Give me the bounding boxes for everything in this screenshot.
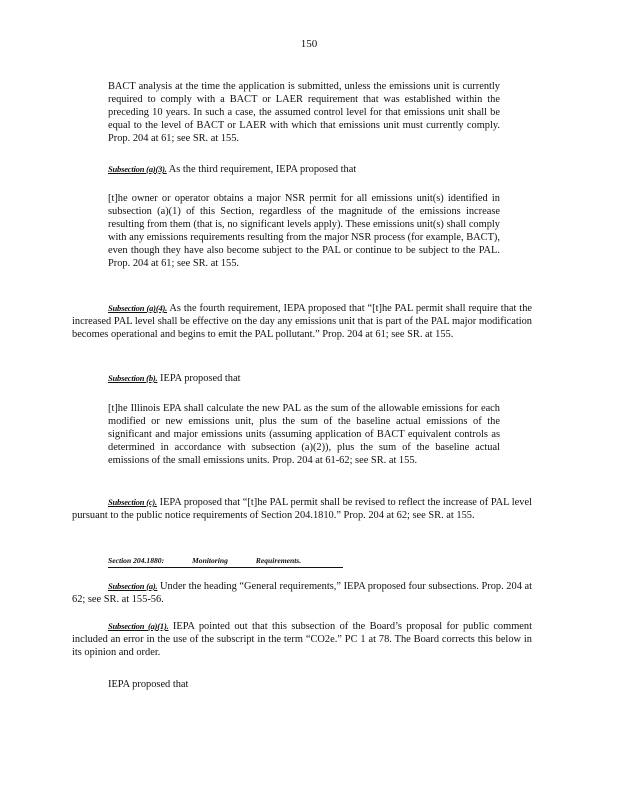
subsection-label: Subsection (a). (108, 581, 158, 591)
block-quote: [t]he Illinois EPA shall calculate the new PAL as the sum of the allowable emissions for each modified or new emissions unit, plus the sum of the baseline actual emissions of the significant and major emissions units (assuming application of BACT equivalent controls as determined in accordance with subsection (a)(2)), plus the sum of the baseline actual emissions of the small emissions units. Prop. 204 at 61-62; see SR. at 155. (108, 403, 500, 466)
section-heading (108, 554, 343, 568)
subsection-label: Subsection (a)(3). (108, 164, 167, 174)
subsection-label: Subsection (b). (108, 373, 158, 383)
section-number: Section 204.1880: (108, 556, 165, 565)
section-title-part: Requirements. (255, 556, 302, 565)
paragraph-subsection-b (72, 372, 532, 385)
paragraph-subsection-a3 (72, 163, 532, 176)
paragraph-final: IEPA proposed that (108, 679, 189, 690)
paragraph-text: As the fourth requirement, IEPA proposed that “[t]he PAL permit shall require that the increased PAL level shall be effective on the day any emissions unit that is part of the PAL major modification becomes operational and begins to emit the PAL pollutant.” Prop. 204 at 61; see SR. at 155. (72, 303, 532, 340)
paragraph-text: IEPA proposed that (160, 373, 241, 384)
paragraph-subsection-a4 (72, 302, 532, 341)
paragraph-text: IEPA pointed out that this subsection of the Board’s proposal for public comment included an error in the use of the subscript in the term “CO2e.” PC 1 at 78. The Board corrects this below in its opinion and order. (72, 621, 532, 658)
paragraph-text: Under the heading “General requirements,” IEPA proposed four subsections. Prop. 204 at 62; see SR. at 155-56. (72, 581, 532, 605)
block-quote: [t]he owner or operator obtains a major NSR permit for all emissions unit(s) identified in subsection (a)(1) of this Section, regardless of the magnitude of the emissions increase resulting from them (that is, no significant levels apply). These emissions unit(s) shall comply with any emissions requirements resulting from the major NSR process (for example, BACT), even though they have also become subject to the PAL or continue to be subject to the PAL. Prop. 204 at 61; see SR. at 155. (108, 193, 500, 269)
quote-continued-paragraph: BACT analysis at the time the application is submitted, unless the emissions unit is currently required to comply with a BACT or LAER requirement that was established within the preceding 10 years. In such a case, the assumed control level for that emissions unit shall be equal to the level of BACT or LAER with which that emissions unit must currently comply. Prop. 204 at 61; see SR. at 155. (108, 81, 500, 144)
page-number: 150 (300, 38, 318, 50)
paragraph-text: IEPA proposed that “[t]he PAL permit shall be revised to reflect the increase of PAL level pursuant to the public notice requirements of Section 204.1810.” Prop. 204 at 62; see SR. at 155. (72, 497, 532, 521)
section-title-part: Monitoring (192, 556, 228, 565)
paragraph-subsection-a1 (72, 620, 532, 659)
subsection-label: Subsection (a)(1). (108, 621, 169, 631)
subsection-label: Subsection (c). (108, 497, 157, 507)
paragraph-text: As the third requirement, IEPA proposed that (168, 164, 357, 175)
subsection-label: Subsection (a)(4). (108, 303, 168, 313)
paragraph-subsection-a (72, 580, 532, 606)
paragraph-subsection-c (72, 496, 532, 522)
